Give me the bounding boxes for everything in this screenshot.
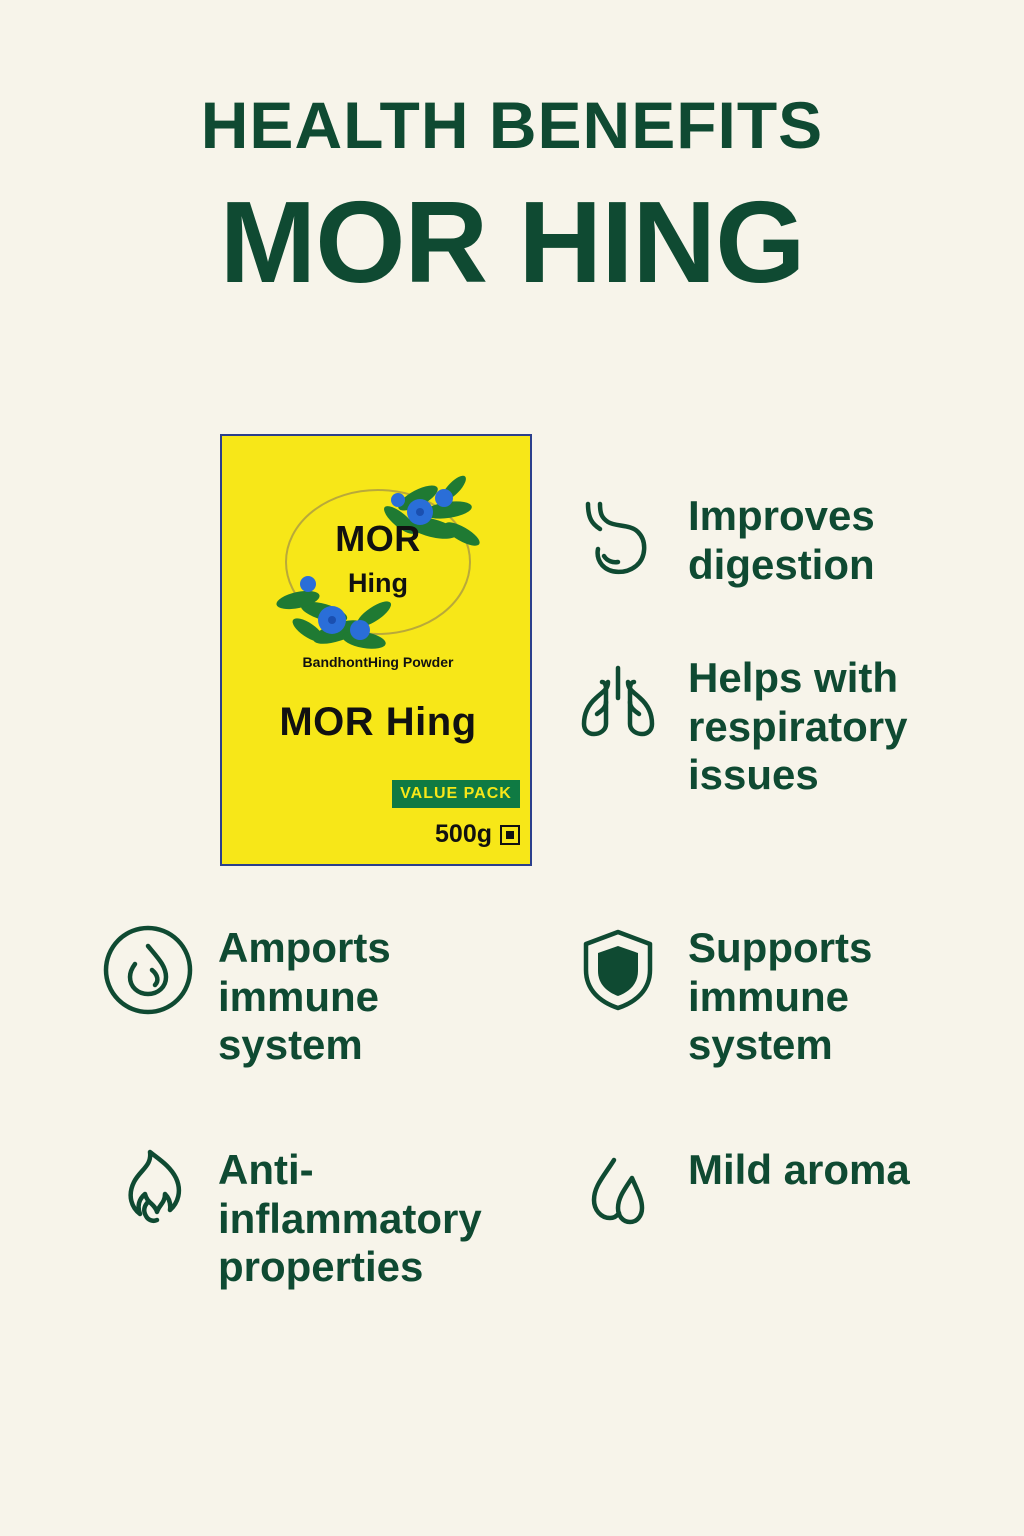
benefit-label: Mild aroma xyxy=(688,1146,910,1193)
pack-mark-icon xyxy=(500,825,520,845)
pack-product-name: MOR Hing xyxy=(279,700,477,744)
droplet-circle-icon xyxy=(96,918,200,1022)
benefit-label: Amports immune system xyxy=(218,924,391,1069)
benefit-item-supports-immune xyxy=(566,918,988,1070)
benefit-item-mild-aroma xyxy=(566,1140,910,1244)
benefit-item-anti-inflammatory xyxy=(96,1140,518,1292)
pack-logo-line1: MOR xyxy=(335,518,421,559)
shield-icon xyxy=(566,918,670,1022)
benefit-item-respiratory xyxy=(566,648,948,800)
stomach-icon xyxy=(566,486,670,590)
pack-logo-line2: Hing xyxy=(348,568,408,598)
product-pack xyxy=(220,434,532,866)
benefit-label: Helps with respiratory issues xyxy=(688,654,908,799)
pack-weight xyxy=(392,820,520,849)
benefit-item-improves-digestion xyxy=(566,486,948,590)
page-subtitle: HEALTH BENEFITS xyxy=(200,88,824,162)
benefit-label: Anti-inflammatory properties xyxy=(218,1146,482,1291)
flame-icon xyxy=(96,1140,200,1244)
pack-descriptor: BandhontHing Powder xyxy=(302,654,454,670)
benefit-label: Improves digestion xyxy=(688,492,875,588)
benefit-item-amports-immune xyxy=(96,918,518,1070)
page-title: MOR HING xyxy=(219,177,805,307)
pack-weight-text: 500g xyxy=(435,820,492,848)
aroma-icon xyxy=(566,1140,670,1244)
pack-botanical-art xyxy=(222,454,534,674)
lungs-icon xyxy=(566,648,670,752)
benefit-label: Supports immune system xyxy=(688,924,873,1069)
value-pack-badge: VALUE PACK xyxy=(392,780,520,808)
